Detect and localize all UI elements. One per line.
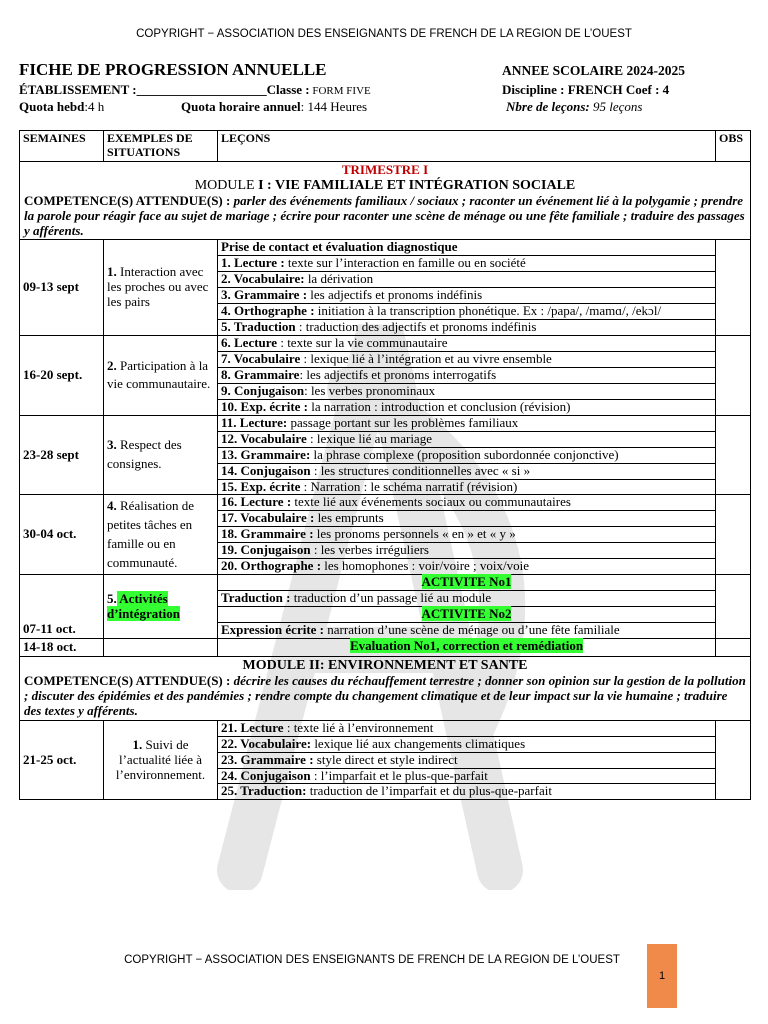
situation: 3. Respect des consignes. bbox=[104, 415, 218, 495]
table-row bbox=[20, 336, 751, 352]
activite-1: ACTIVITE No1 bbox=[218, 575, 716, 591]
obs-cell bbox=[716, 240, 751, 336]
lesson-item: 17. Vocabulaire : les emprunts bbox=[218, 511, 716, 527]
lesson-item: 10. Exp. écrite : la narration : introduction et conclusion (révision) bbox=[218, 399, 716, 415]
table-row bbox=[20, 720, 751, 736]
lesson-item: 25. Traduction: traduction de l’imparfait et du plus-que-parfait bbox=[218, 784, 716, 800]
etablissement-label: ÉTABLISSEMENT : bbox=[19, 82, 137, 97]
etablissement-line bbox=[19, 82, 371, 98]
lesson-item: Traduction : traduction d’un passage lié au module bbox=[218, 591, 716, 607]
week-dates: 07-11 oct. bbox=[20, 575, 104, 639]
col-exemples: EXEMPLES DE SITUATIONS bbox=[104, 131, 218, 162]
lesson-item: 13. Grammaire: la phrase complexe (proposition subordonnée conjonctive) bbox=[218, 447, 716, 463]
lesson-item: 2. Vocabulaire: la dérivation bbox=[218, 272, 716, 288]
quota-annuel: Quota horaire annuel: 144 Heures bbox=[181, 99, 368, 114]
progression-table bbox=[19, 130, 751, 800]
etablissement-blank: ____________________ bbox=[136, 82, 267, 97]
obs-cell bbox=[716, 336, 751, 416]
week-dates: 14-18 oct. bbox=[20, 638, 104, 656]
lesson-item: 18. Grammaire : les pronoms personnels « en » et « y » bbox=[218, 527, 716, 543]
lesson-item: 21. Lecture : texte lié à l’environnement bbox=[218, 720, 716, 736]
situation: 2. Participation à la vie communautaire. bbox=[104, 336, 218, 416]
lesson-item: 3. Grammaire : les adjectifs et pronoms indéfinis bbox=[218, 288, 716, 304]
lesson-item: 1. Lecture : texte sur l’interaction en famille ou en société bbox=[218, 256, 716, 272]
lesson-item: 14. Conjugaison : les structures conditionnelles avec « si » bbox=[218, 463, 716, 479]
table-row bbox=[20, 575, 751, 591]
col-lecons: LEÇONS bbox=[218, 131, 716, 162]
col-semaines: SEMAINES bbox=[20, 131, 104, 162]
obs-cell bbox=[716, 495, 751, 575]
page-number: 1 bbox=[647, 944, 677, 1008]
obs-cell bbox=[716, 575, 751, 639]
table-header-row bbox=[20, 131, 751, 162]
lesson-item: 7. Vocabulaire : lexique lié à l’intégration et au vivre ensemble bbox=[218, 352, 716, 368]
school-year: ANNEE SCOLAIRE 2024-2025 bbox=[502, 63, 686, 78]
lesson-item: 8. Grammaire: les adjectifs et pronoms interrogatifs bbox=[218, 367, 716, 383]
copyright-footer: COPYRIGHT − ASSOCIATION DES ENSEIGNANTS DE FRENCH DE LA REGION DE L’OUEST bbox=[124, 954, 620, 966]
lesson-item: 11. Lecture: passage portant sur les problèmes familiaux bbox=[218, 415, 716, 431]
obs-cell bbox=[716, 720, 751, 800]
situation: 4. Réalisation de petites tâches en famille ou en communauté. bbox=[104, 495, 218, 575]
lesson-item: 15. Exp. écrite : Narration : le schéma narratif (révision) bbox=[218, 479, 716, 495]
col-obs: OBS bbox=[716, 131, 751, 162]
quota-hebd: Quota hebd:4 h bbox=[19, 99, 105, 114]
lesson-item: 16. Lecture : texte lié aux événements sociaux ou communautaires bbox=[218, 495, 716, 511]
evaluation: Evaluation No1, correction et remédiation bbox=[218, 638, 716, 656]
lesson-item: 23. Grammaire : style direct et style indirect bbox=[218, 752, 716, 768]
table-cell bbox=[20, 656, 751, 720]
module2-title: MODULE II: ENVIRONNEMENT ET SANTE bbox=[242, 657, 528, 673]
lesson-item: 19. Conjugaison : les verbes irréguliers bbox=[218, 543, 716, 559]
situation: 1. Interaction avec les proches ou avec les pairs bbox=[104, 240, 218, 336]
table-row bbox=[20, 415, 751, 431]
situation-empty bbox=[104, 638, 218, 656]
table-row bbox=[20, 638, 751, 656]
week-dates: 30-04 oct. bbox=[20, 495, 104, 575]
module1-competence: COMPETENCE(S) ATTENDUE(S) : parler des événements familiaux / sociaux ; raconter un événement lié à la polygamie ; prendre la parole pour réagir face au sujet de mariage ; écrire pour raconter une scène de ménage ou une fête familiale ; traduire des passages y afférents. bbox=[24, 192, 745, 238]
lesson-item: 9. Conjugaison: les verbes pronominaux bbox=[218, 383, 716, 399]
lesson-item: 22. Vocabulaire: lexique lié aux changements climatiques bbox=[218, 736, 716, 752]
week-dates: 16-20 sept. bbox=[20, 336, 104, 416]
week-dates: 21-25 oct. bbox=[20, 720, 104, 800]
week-dates: 09-13 sept bbox=[20, 240, 104, 336]
lesson-item: 12. Vocabulaire : lexique lié au mariage bbox=[218, 431, 716, 447]
lesson-item: 4. Orthographe : initiation à la transcription phonétique. Ex : /papa/, /mamɑ/, /ekɔl/ bbox=[218, 304, 716, 320]
lesson-item: Prise de contact et évaluation diagnostique bbox=[218, 240, 716, 256]
nombre-lecons: Nbre de leçons: 95 leçons bbox=[506, 99, 643, 114]
activite-2: ACTIVITE No2 bbox=[218, 607, 716, 623]
module2-header-row bbox=[20, 656, 751, 720]
document-title: FICHE DE PROGRESSION ANNUELLE bbox=[19, 60, 327, 79]
lesson-item: 6. Lecture : texte sur la vie communautaire bbox=[218, 336, 716, 352]
table-cell bbox=[20, 161, 751, 240]
classe-label: Classe : bbox=[266, 82, 310, 97]
situation: 5. Activités d’intégration bbox=[104, 575, 218, 639]
obs-cell bbox=[716, 415, 751, 495]
classe-value: FORM FIVE bbox=[309, 85, 371, 97]
obs-cell bbox=[716, 638, 751, 656]
lesson-item: Expression écrite : narration d’une scène de ménage ou d’une fête familiale bbox=[218, 622, 716, 638]
table-row bbox=[20, 240, 751, 256]
lesson-item: 20. Orthographe : les homophones : voir/voire ; voix/voie bbox=[218, 559, 716, 575]
week-dates: 23-28 sept bbox=[20, 415, 104, 495]
copyright-header: COPYRIGHT − ASSOCIATION DES ENSEIGNANTS DE FRENCH DE LA REGION DE L’OUEST bbox=[136, 28, 632, 40]
discipline: Discipline : FRENCH Coef : 4 bbox=[502, 82, 670, 97]
lesson-item: 5. Traduction : traduction des adjectifs et pronoms indéfinis bbox=[218, 320, 716, 336]
module1-header-row bbox=[20, 161, 751, 240]
module1-title: MODULE I : VIE FAMILIALE ET INTÉGRATION SOCIALE bbox=[194, 177, 576, 193]
table-row bbox=[20, 495, 751, 511]
module2-competence: COMPETENCE(S) ATTENDUE(S) : décrire les causes du réchauffement terrestre ; donner son opinion sur la gestion de la pollution ; discuter des épidémies et des pandémies ; rendre compte du changement climatique et de leur impact sur la vie humaine ; traduire des textes y afférents. bbox=[24, 672, 746, 718]
lesson-item: 24. Conjugaison : l’imparfait et le plus-que-parfait bbox=[218, 768, 716, 784]
trimestre-label: TRIMESTRE I bbox=[341, 161, 429, 177]
situation: 1. Suivi de l’actualité liée à l’environnement. bbox=[104, 720, 218, 800]
